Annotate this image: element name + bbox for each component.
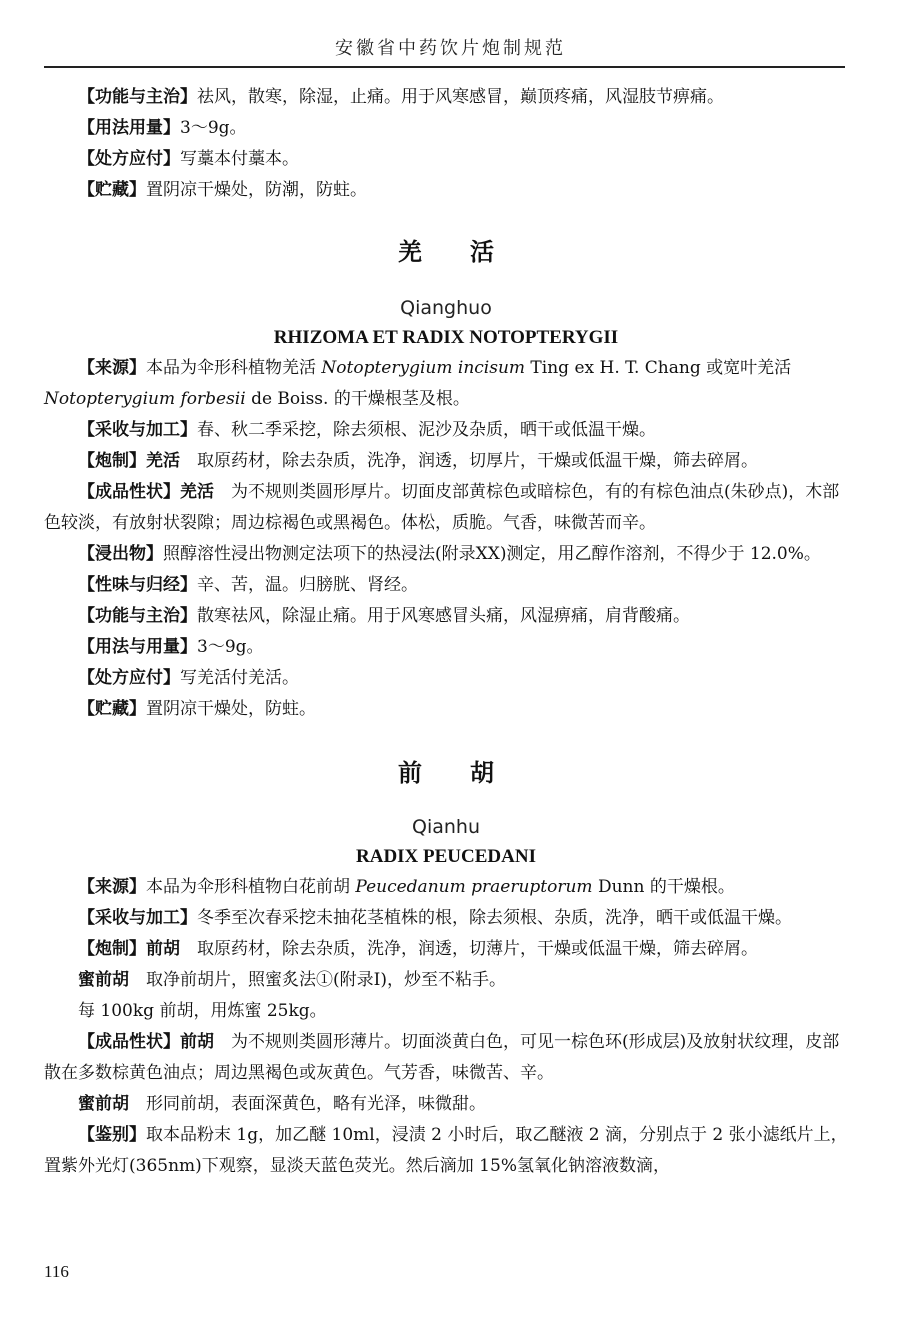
entry-text: 照醇溶性浸出物测定法项下的热浸法(附录XX)测定，用乙醇作溶剂，不得少于 12.0%。 <box>163 544 821 564</box>
entry-label: 【鉴别】 <box>78 1125 146 1145</box>
qhu-identify <box>44 1120 848 1182</box>
entry-label: 【炮制】 <box>78 939 146 959</box>
entry-label: 【处方应付】 <box>78 149 180 169</box>
qh-process <box>44 446 848 477</box>
qh-collect <box>44 415 848 446</box>
entry-text: 写藁本付藁本。 <box>180 149 299 169</box>
section-pinyin-qianghuo: Qianghuo <box>400 297 492 319</box>
entry-usage <box>44 113 848 144</box>
entry-text: 本品为伞形科植物白花前胡 <box>146 877 356 897</box>
qh-function <box>44 601 848 632</box>
entry-sublabel: 前胡 <box>180 1032 214 1052</box>
entry-label: 【功能与主治】 <box>78 606 197 626</box>
entry-sublabel: 羌活 <box>180 482 214 502</box>
entry-text: 祛风，散寒，除湿，止痛。用于风寒感冒，巅顶疼痛，风湿肢节痹痛。 <box>197 87 724 107</box>
entry-sublabel: 蜜前胡 <box>78 970 129 990</box>
entry-text: 取原药材，除去杂质，洗净，润透，切薄片，干燥或低温干燥，筛去碎屑。 <box>180 939 758 959</box>
entry-label: 【贮藏】 <box>78 699 146 719</box>
entry-text: 取原药材，除去杂质，洗净，润透，切厚片，干燥或低温干燥，筛去碎屑。 <box>180 451 758 471</box>
entry-text: 散寒祛风，除湿止痛。用于风寒感冒头痛，风湿痹痛，肩背酸痛。 <box>197 606 690 626</box>
qhu-process-honey <box>44 965 848 996</box>
header-rule <box>44 66 845 68</box>
species-name: Peucedanum praeruptorum <box>355 877 593 897</box>
entry-text: Dunn 的干燥根。 <box>592 877 735 897</box>
entry-text: 置阴凉干燥处，防蛀。 <box>146 699 316 719</box>
entry-text: 写羌活付羌活。 <box>180 668 299 688</box>
entry-label: 【成品性状】 <box>78 1032 180 1052</box>
entry-label: 【成品性状】 <box>78 482 180 502</box>
entry-label: 【用法与用量】 <box>78 637 197 657</box>
qh-usage <box>44 632 848 663</box>
qh-extract <box>44 539 848 570</box>
entry-label: 【采收与加工】 <box>78 420 197 440</box>
entry-text: 本品为伞形科植物羌活 <box>146 358 322 378</box>
section-title-qianghuo: 羌活 <box>398 238 542 266</box>
entry-function <box>44 82 848 113</box>
entry-label: 【处方应付】 <box>78 668 180 688</box>
entry-text: de Boiss. 的干燥根茎及根。 <box>245 389 470 409</box>
qhu-process-ratio: 每 100kg 前胡，用炼蜜 25kg。 <box>78 1001 327 1021</box>
entry-text: 取本品粉末 1g，加乙醚 10ml，浸渍 2 小时后，取乙醚液 2 滴，分别点于 2 张小滤纸片上，置紫外光灯(365nm)下观察，显淡天蓝色荧光。然后滴加 15%氢氧化钠溶液数滴， <box>44 1125 848 1176</box>
entry-sublabel: 前胡 <box>146 939 180 959</box>
entry-label: 【炮制】 <box>78 451 146 471</box>
entry-label: 【采收与加工】 <box>78 908 197 928</box>
entry-text: 春、秋二季采挖，除去须根、泥沙及杂质，晒干或低温干燥。 <box>197 420 656 440</box>
entry-text: 置阴凉干燥处，防潮，防蛀。 <box>146 180 367 200</box>
section-title-qianhu: 前胡 <box>398 759 542 787</box>
qhu-process <box>44 934 848 965</box>
entry-dispense <box>44 144 848 175</box>
qh-character <box>44 477 848 539</box>
entry-label: 【来源】 <box>78 358 146 378</box>
entry-text: 形同前胡，表面深黄色，略有光泽，味微甜。 <box>129 1094 486 1114</box>
qhu-collect <box>44 903 848 934</box>
entry-text: 3～9g。 <box>180 118 247 138</box>
entry-text: 取净前胡片，照蜜炙法①(附录Ⅰ)，炒至不粘手。 <box>129 970 506 990</box>
entry-label: 【来源】 <box>78 877 146 897</box>
entry-label: 【功能与主治】 <box>78 87 197 107</box>
entry-text: Ting ex H. T. Chang 或宽叶羌活 <box>525 358 792 378</box>
entry-sublabel: 蜜前胡 <box>78 1094 129 1114</box>
qh-source <box>44 353 848 415</box>
qh-dispense <box>44 663 848 694</box>
running-header: 安徽省中药饮片炮制规范 <box>335 38 566 59</box>
page-body <box>44 82 848 1182</box>
page-number: 116 <box>44 1262 69 1281</box>
entry-storage <box>44 175 848 206</box>
entry-label: 【浸出物】 <box>78 544 163 564</box>
entry-text: 为不规则类圆形薄片。切面淡黄白色，可见一棕色环(形成层)及放射状纹理，皮部散在多数棕黄色油点；周边黑褐色或灰黄色。气芳香，味微苦、辛。 <box>44 1032 840 1083</box>
qh-nature <box>44 570 848 601</box>
entry-text: 为不规则类圆形厚片。切面皮部黄棕色或暗棕色，有的有棕色油点(朱砂点)，木部色较淡，有放射状裂隙；周边棕褐色或黑褐色。体松，质脆。气香，味微苦而辛。 <box>44 482 840 533</box>
entry-text: 辛、苦，温。归膀胱、肾经。 <box>197 575 418 595</box>
qhu-source <box>44 872 848 903</box>
entry-text: 冬季至次春采挖未抽花茎植株的根，除去须根、杂质，洗净，晒干或低温干燥。 <box>197 908 792 928</box>
species-name: Notopterygium forbesii <box>44 389 246 409</box>
section-latin-qianghuo: RHIZOMA ET RADIX NOTOPTERYGII <box>273 327 619 348</box>
entry-label: 【贮藏】 <box>78 180 146 200</box>
entry-sublabel: 羌活 <box>146 451 180 471</box>
qhu-character-honey <box>44 1089 848 1120</box>
species-name: Notopterygium incisum <box>321 358 526 378</box>
section-pinyin-qianhu: Qianhu <box>411 816 480 838</box>
section-latin-qianhu: RADIX PEUCEDANI <box>356 846 536 867</box>
qhu-character <box>44 1027 848 1089</box>
entry-text: 3～9g。 <box>197 637 264 657</box>
qh-storage <box>44 694 848 725</box>
entry-label: 【用法用量】 <box>78 118 180 138</box>
entry-label: 【性味与归经】 <box>78 575 197 595</box>
